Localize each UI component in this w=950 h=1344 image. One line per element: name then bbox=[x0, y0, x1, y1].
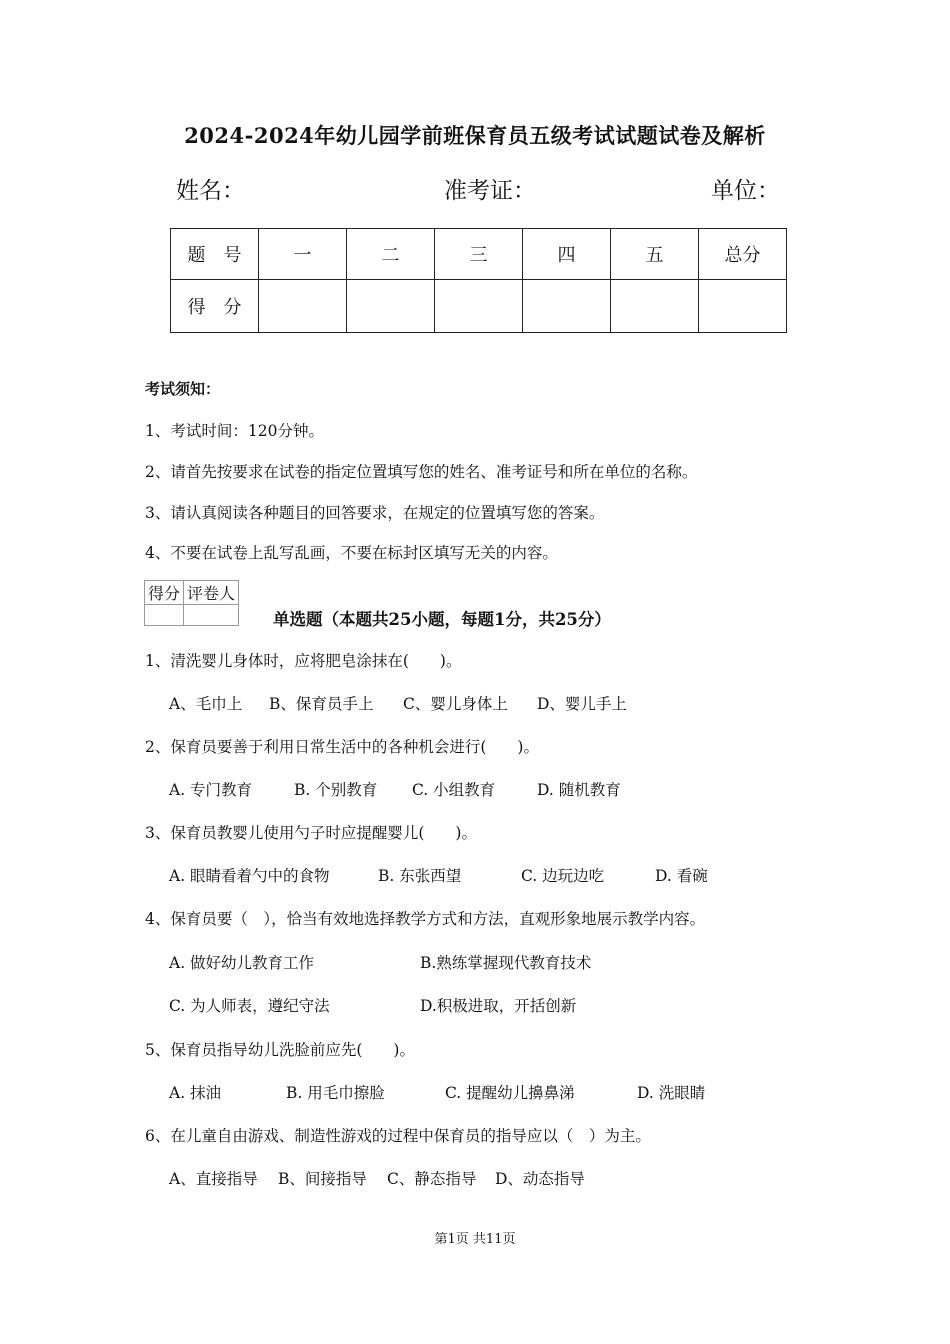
option-b[interactable]: B. 个别教育 bbox=[294, 781, 378, 799]
score-table-header-row bbox=[171, 229, 787, 280]
option-a[interactable]: A. 做好幼儿教育工作 bbox=[169, 954, 315, 972]
exam-id-label: 准考证： bbox=[444, 178, 536, 204]
option-b[interactable]: B. 用毛巾擦脸 bbox=[286, 1084, 385, 1102]
option-b[interactable]: B、保育员手上 bbox=[269, 695, 374, 713]
column-4: 四 bbox=[523, 229, 611, 280]
notice-item: 1、考试时间：120分钟。 bbox=[145, 422, 324, 440]
score-cell-3[interactable] bbox=[435, 280, 523, 333]
option-b[interactable]: B. 东张西望 bbox=[378, 867, 462, 885]
notice-item: 2、请首先按要求在试卷的指定位置填写您的姓名、准考证号和所在单位的名称。 bbox=[145, 463, 698, 481]
option-a[interactable]: A、毛巾上 bbox=[169, 695, 243, 713]
option-d[interactable]: D. 随机教育 bbox=[537, 781, 621, 799]
grader-name-cell[interactable] bbox=[184, 605, 239, 626]
grader-score-cell[interactable] bbox=[145, 605, 184, 626]
option-c[interactable]: C、婴儿身体上 bbox=[403, 695, 508, 713]
score-cell-total[interactable] bbox=[699, 280, 787, 333]
question-number-label: 题 号 bbox=[171, 229, 259, 280]
question-stem: 4、保育员要（ ），恰当有效地选择教学方式和方法，直观形象地展示教学内容。 bbox=[145, 910, 706, 928]
candidate-info-row bbox=[176, 172, 780, 202]
score-table-score-row bbox=[171, 280, 787, 333]
score-label: 得 分 bbox=[171, 280, 259, 333]
question-stem: 2、保育员要善于利用日常生活中的各种机会进行( )。 bbox=[145, 738, 539, 756]
notice-item: 4、不要在试卷上乱写乱画，不要在标封区填写无关的内容。 bbox=[145, 544, 558, 562]
option-d[interactable]: D. 洗眼睛 bbox=[637, 1084, 706, 1102]
question-stem: 5、保育员指导幼儿洗脸前应先( )。 bbox=[145, 1041, 415, 1059]
unit-label: 单位： bbox=[711, 178, 780, 204]
name-label: 姓名： bbox=[176, 178, 245, 204]
question-stem: 6、在儿童自由游戏、制造性游戏的过程中保育员的指导应以（ ）为主。 bbox=[145, 1127, 651, 1145]
option-d[interactable]: D、婴儿手上 bbox=[537, 695, 627, 713]
option-c[interactable]: C、静态指导 bbox=[387, 1170, 477, 1188]
column-total: 总分 bbox=[699, 229, 787, 280]
option-c[interactable]: C. 提醒幼儿擤鼻涕 bbox=[445, 1084, 575, 1102]
option-a[interactable]: A. 眼睛看着勺中的食物 bbox=[169, 867, 330, 885]
option-c[interactable]: C. 为人师表，遵纪守法 bbox=[169, 997, 330, 1015]
grader-score-label: 得分 bbox=[145, 581, 184, 605]
score-cell-1[interactable] bbox=[259, 280, 347, 333]
grader-box bbox=[144, 580, 239, 626]
option-c[interactable]: C. 边玩边吃 bbox=[521, 867, 605, 885]
option-a[interactable]: A. 专门教育 bbox=[169, 781, 253, 799]
score-cell-5[interactable] bbox=[611, 280, 699, 333]
exam-title: 2024-2024年幼儿园学前班保育员五级考试试题试卷及解析 bbox=[184, 123, 766, 148]
column-2: 二 bbox=[347, 229, 435, 280]
column-5: 五 bbox=[611, 229, 699, 280]
grader-name-label: 评卷人 bbox=[184, 581, 239, 605]
option-d[interactable]: D、动态指导 bbox=[495, 1170, 585, 1188]
option-b[interactable]: B、间接指导 bbox=[278, 1170, 367, 1188]
question-stem: 3、保育员教婴儿使用勺子时应提醒婴儿( )。 bbox=[145, 824, 477, 842]
option-a[interactable]: A、直接指导 bbox=[169, 1170, 258, 1188]
option-d[interactable]: D. 看碗 bbox=[655, 867, 708, 885]
question-stem: 1、清洗婴儿身体时，应将肥皂涂抹在( )。 bbox=[145, 652, 462, 670]
column-3: 三 bbox=[435, 229, 523, 280]
option-d[interactable]: D.积极进取，开括创新 bbox=[420, 997, 577, 1015]
column-1: 一 bbox=[259, 229, 347, 280]
option-a[interactable]: A. 抹油 bbox=[169, 1084, 222, 1102]
option-c[interactable]: C. 小组教育 bbox=[412, 781, 496, 799]
page-footer: 第1页 共11页 bbox=[434, 1232, 516, 1247]
section-title: 单选题（本题共25小题，每题1分，共25分） bbox=[273, 610, 611, 629]
score-cell-4[interactable] bbox=[523, 280, 611, 333]
score-cell-2[interactable] bbox=[347, 280, 435, 333]
score-table bbox=[170, 228, 787, 333]
notice-title: 考试须知： bbox=[145, 380, 221, 398]
option-b[interactable]: B.熟练掌握现代教育技术 bbox=[420, 954, 592, 972]
notice-item: 3、请认真阅读各种题目的回答要求，在规定的位置填写您的答案。 bbox=[145, 504, 605, 522]
